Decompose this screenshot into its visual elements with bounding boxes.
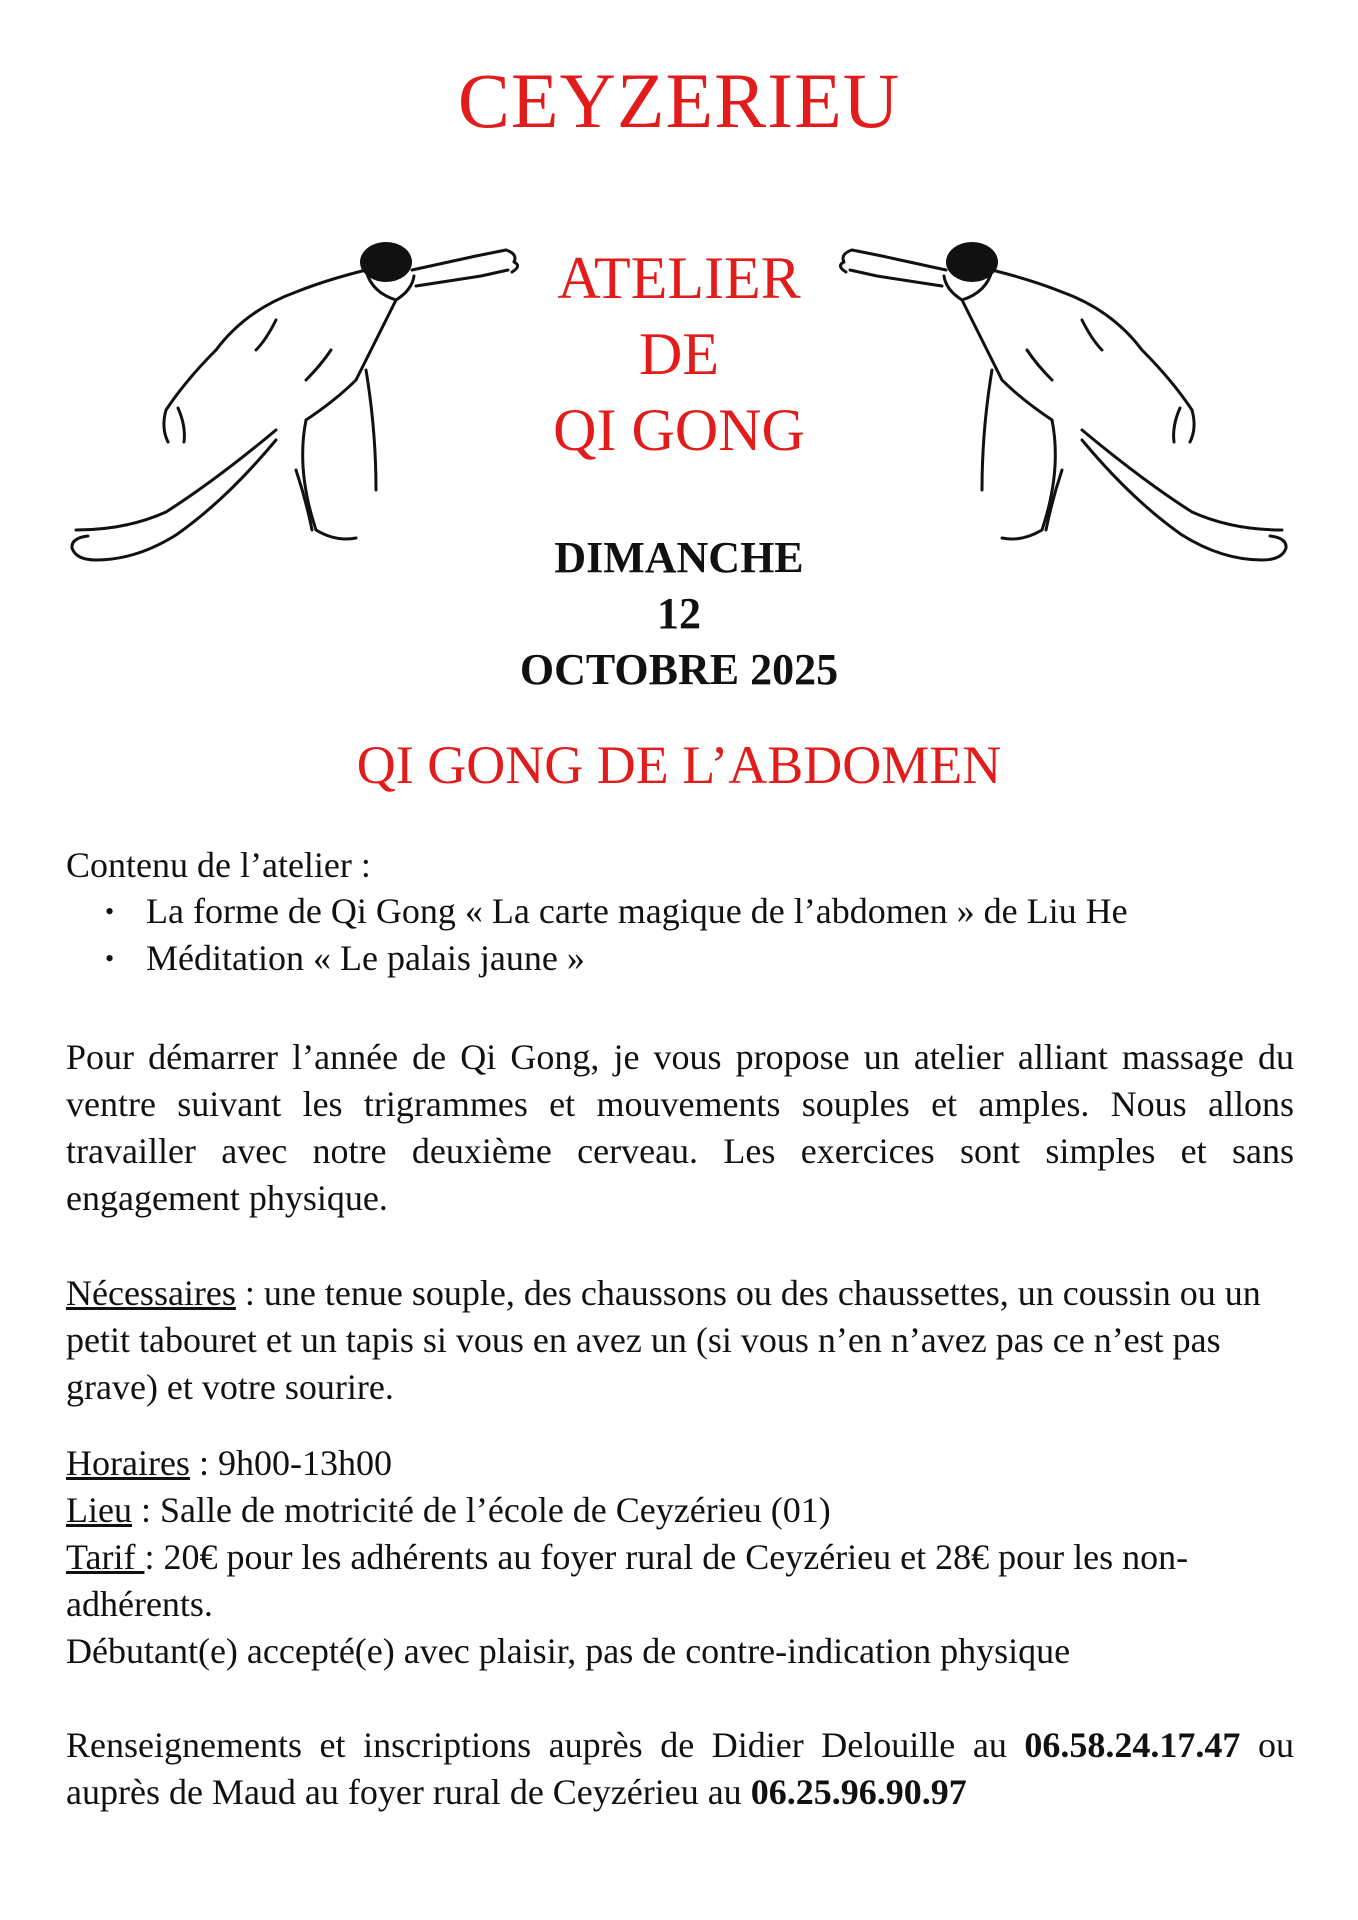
price-value: : 20€ pour les adhérents au foyer rural de Ceyzérieu et 28€ pour les non-adhérents. bbox=[66, 1537, 1189, 1624]
schedule-line bbox=[66, 1440, 1294, 1487]
requirements-label: Nécessaires bbox=[66, 1273, 236, 1313]
date-day: 12 bbox=[657, 589, 701, 638]
schedule-label: Horaires bbox=[66, 1443, 190, 1483]
location-line bbox=[66, 1487, 1294, 1534]
practical-info bbox=[66, 1440, 1294, 1675]
list-item: • La forme de Qi Gong « La carte magique de l’abdomen » de Liu He bbox=[146, 888, 1358, 935]
price-label: Tarif bbox=[66, 1537, 145, 1577]
requirements-text: : une tenue souple, des chaussons ou des chaussettes, un coussin ou un petit tabouret et un tapis si vous en avez un (si vous n’en n’avez pas ce n’est pas grave) et votre sourire. bbox=[66, 1273, 1261, 1407]
phone-number-maud: 06.25.96.90.97 bbox=[750, 1772, 967, 1812]
phone-number-didier: 06.58.24.17.47 bbox=[1024, 1725, 1241, 1765]
workshop-title bbox=[0, 240, 1358, 468]
town-title: CEYZERIEU bbox=[457, 57, 901, 144]
contact-text: Renseignements et inscriptions auprès de Didier Delouille au bbox=[66, 1725, 1025, 1765]
workshop-title-line: ATELIER bbox=[557, 245, 801, 311]
list-item: • Méditation « Le palais jaune » bbox=[146, 935, 1358, 982]
description-paragraph: Pour démarrer l’année de Qi Gong, je vous propose un atelier alliant massage du ventre suivant les trigrammes et mouvements souples et amples. Nous allons travailler avec notre deuxième cerveau. Les exercices sont simples et sans engagement physique. bbox=[66, 1037, 1294, 1218]
price-line bbox=[66, 1534, 1294, 1628]
requirements-paragraph bbox=[66, 1270, 1294, 1411]
contact-paragraph bbox=[66, 1722, 1294, 1816]
workshop-subtitle: QI GONG DE L’ABDOMEN bbox=[356, 735, 1002, 795]
date-month-year: OCTOBRE 2025 bbox=[519, 645, 839, 694]
content-heading: Contenu de l’atelier : bbox=[66, 845, 371, 885]
workshop-title-line: DE bbox=[639, 321, 719, 387]
event-date bbox=[0, 530, 1358, 698]
location-value: : Salle de motricité de l’école de Ceyzérieu (01) bbox=[131, 1490, 831, 1530]
contact-text: ou auprès de Maud au foyer rural de Ceyzérieu au bbox=[66, 1725, 1295, 1812]
location-label: Lieu bbox=[66, 1490, 132, 1530]
content-list bbox=[66, 888, 1358, 982]
workshop-title-line: QI GONG bbox=[553, 397, 805, 463]
beginner-note: Débutant(e) accepté(e) avec plaisir, pas de contre-indication physique bbox=[66, 1631, 1071, 1671]
date-weekday: DIMANCHE bbox=[554, 533, 804, 582]
schedule-value: : 9h00-13h00 bbox=[189, 1443, 392, 1483]
